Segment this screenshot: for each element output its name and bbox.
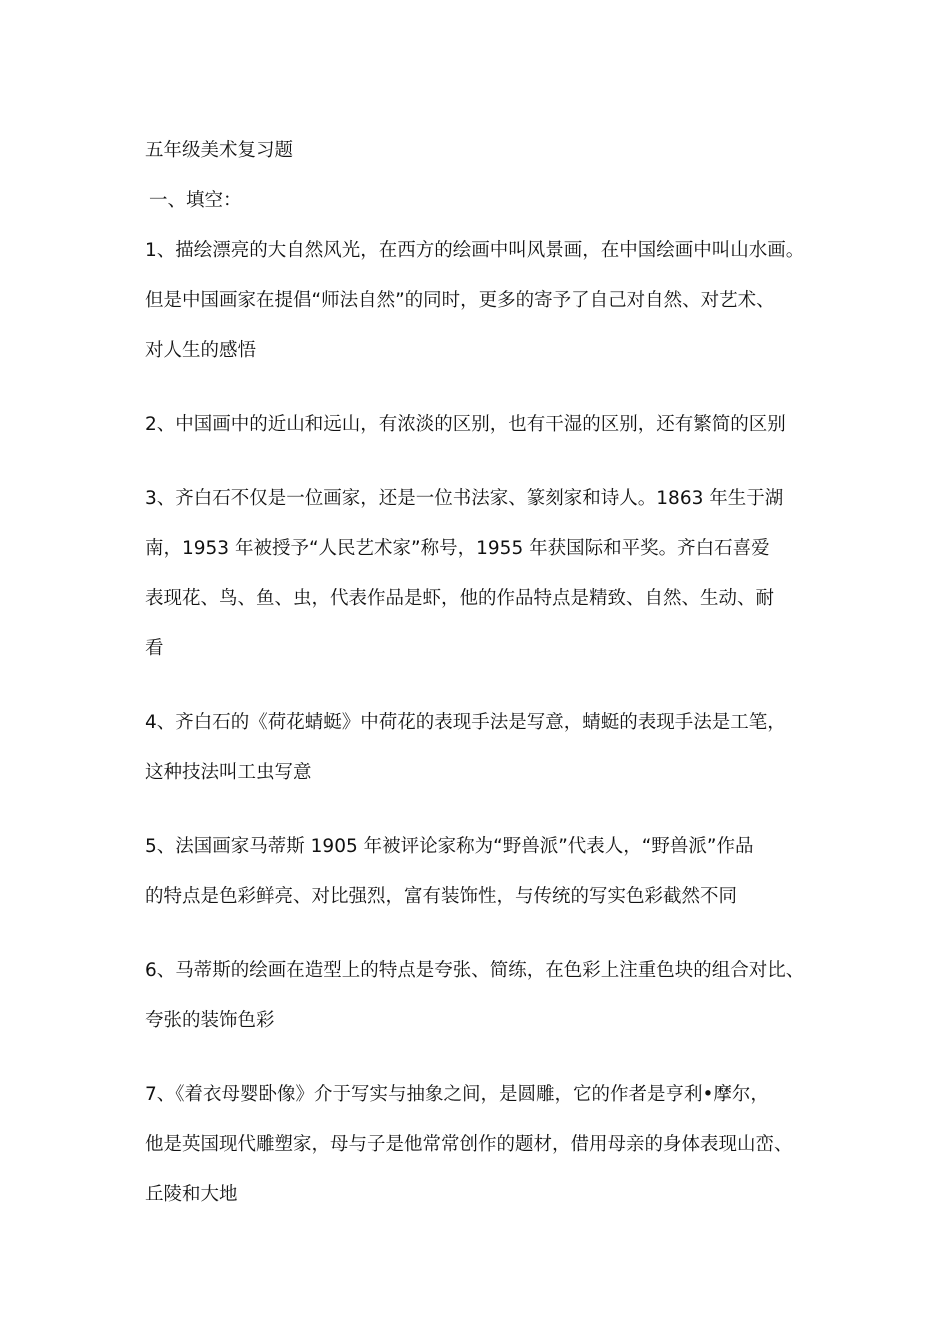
document-title: 五年级美术复习题	[145, 140, 294, 161]
question-line: 对人生的感悟	[145, 340, 257, 361]
section-heading: 一、填空：	[149, 190, 242, 211]
question-line: 但是中国画家在提倡“师法自然”的同时，更多的寄予了自己对自然、对艺术、	[145, 290, 775, 311]
question-4	[145, 705, 835, 805]
question-5	[145, 829, 835, 929]
paragraph-gap	[145, 929, 835, 953]
question-line: 表现花、鸟、鱼、虫，代表作品是虾，他的作品特点是精致、自然、生动、耐	[145, 588, 775, 609]
paragraph-gap	[145, 1053, 835, 1077]
paragraph-gap	[145, 681, 835, 705]
question-line: 他是英国现代雕塑家，母与子是他常常创作的题材，借用母亲的身体表现山峦、	[145, 1134, 793, 1155]
question-7	[145, 1077, 835, 1227]
question-line: 这种技法叫工虫写意	[145, 762, 312, 783]
question-line: 5、法国画家马蒂斯 1905 年被评论家称为“野兽派”代表人，“野兽派”作品	[145, 836, 754, 857]
paragraph-gap	[145, 805, 835, 829]
question-1	[145, 233, 835, 383]
question-line: 6、马蒂斯的绘画在造型上的特点是夸张、简练，在色彩上注重色块的组合对比、	[145, 960, 805, 981]
document-page	[145, 133, 835, 1227]
question-2	[145, 407, 835, 457]
question-3	[145, 481, 835, 681]
paragraph-gap	[145, 383, 835, 407]
question-line: 夸张的装饰色彩	[145, 1010, 275, 1031]
question-line: 1、描绘漂亮的大自然风光，在西方的绘画中叫风景画，在中国绘画中叫山水画。	[145, 240, 805, 261]
question-line: 2、中国画中的近山和远山，有浓淡的区别，也有干湿的区别，还有繁简的区别	[145, 414, 786, 435]
question-line: 南，1953 年被授予“人民艺术家”称号，1955 年获国际和平奖。齐白石喜爱	[145, 538, 770, 559]
question-line: 丘陵和大地	[145, 1184, 238, 1205]
question-line: 的特点是色彩鲜亮、对比强烈，富有装饰性，与传统的写实色彩截然不同	[145, 886, 738, 907]
question-line: 4、齐白石的《荷花蜻蜓》中荷花的表现手法是写意，蜻蜓的表现手法是工笔，	[145, 712, 786, 733]
question-line: 7、《着衣母婴卧像》介于写实与抽象之间，是圆雕，它的作者是亨利•摩尔，	[145, 1084, 769, 1105]
question-6	[145, 953, 835, 1053]
question-line: 看	[145, 638, 164, 659]
question-line: 3、齐白石不仅是一位画家，还是一位书法家、篆刻家和诗人。1863 年生于湖	[145, 488, 784, 509]
paragraph-gap	[145, 457, 835, 481]
